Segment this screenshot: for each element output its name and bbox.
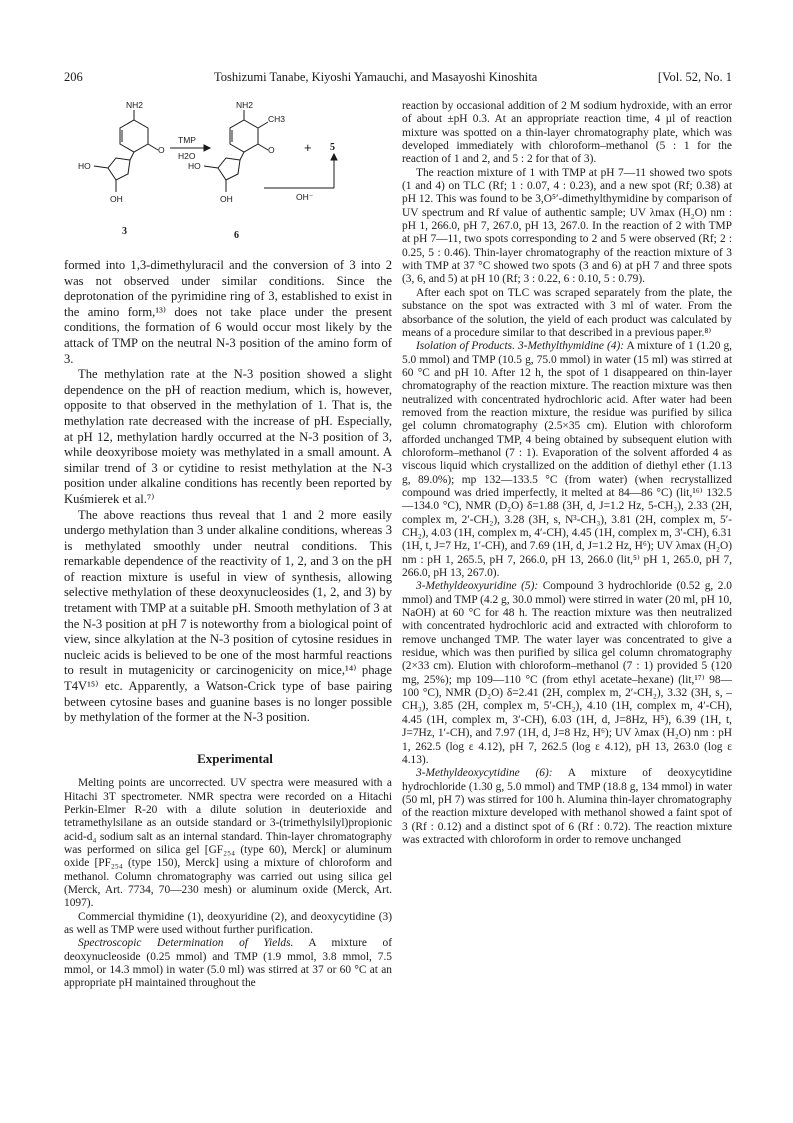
methyl-label: CH3: [268, 114, 286, 124]
compound-3-label: 3: [122, 226, 127, 237]
oxo-label-3: O: [158, 145, 165, 155]
paragraph: Melting points are uncorrected. UV spectra were measured with a Hitachi 3T spectrometer. NMR spectra were recorded on a Hitachi Perkin-Elmer R-20 with a dilute solution in deuterioxide and tetramethylsilane as an outside standard or 3-(trimethylsilyl)propionic acid-d₄ sodium salt as an internal standard. Thin-layer chromatography was performed on silica gel [GF₂₅₄ (type 60), Merck] or aluminum oxide [PF₂₅₄ (type 150), Merck] using a mixture of chloroform and methanol. Column chromatography was carried out using silica gel (Merck, Art. 7734, 70—230 mesh) or aluminum oxide (Merck, Art. 1097).: [64, 777, 392, 910]
running-header: [64, 70, 732, 88]
paragraph-body: A mixture of 1 (1.20 g, 5.0 mmol) and TMP (10.5 g, 75.0 mmol) in water (15 ml) was stirred at 60 °C and pH 10. After 12 h, the spot of 1 disappeared on thin-layer chromatography of the reaction mixture. The reaction mixture was then neutralized with concentrated hydrochloric acid. After water had been removed from the reaction mixture, the residue was purified by silica gel column chromatography (2.5×35 cm). Elution with chloroform afforded unchanged TMP, 4 being obtained by subsequent elution with chloroform–methanol (7 : 1). Evaporation of the solvent afforded 4 as viscous liquid which crystallized on the addition of diethyl ether (1.13 g, 89.0%); mp 132—133.5 °C (from water) (when recrystallized compound was dried imperfectly, it melted at 84—86 °C) (lit,¹⁶⁾ 132.5—134.0 °C), NMR (D₂O) δ=1.88 (3H, d, J=1.2 Hz, 5-CH₃), 2.33 (2H, complex m, 2′-CH₂), 3.28 (3H, s, N³-CH₃), 3.81 (2H, complex m, 5′-CH₂), 4.03 (1H, complex m, 4′-CH), 4.45 (1H, complex m, 3′-CH), 6.31 (1H, t, J=7 Hz, 1′-CH), and 7.69 (1H, d, J=1.2 Hz, H⁶); UV λmax (H₂O) nm : pH 1, 265.5, pH 7, 266.0, pH 13, 266.0 (lit,⁵⁾ pH 1, 265.0, pH 7, 266.0, pH 13, 267.0).: [402, 340, 732, 580]
section-heading-experimental: Experimental: [197, 750, 273, 766]
paragraph: The reaction mixture of 1 with TMP at pH 7—11 showed two spots (1 and 4) on TLC (Rf; 1 : 0.07, 4 : 0.23), and a new spot (Rf; 0.38) at pH 12. This was found to be 3,O⁵′-dimethylthymidine by comparison of UV spectrum and Rf value of authentic sample; UV λmax (H₂O) nm : pH 1, 266.0, pH 7, 267.0, pH 13, 267.0. In the reaction of 2 with TMP at pH 7—11, two spots corresponding to 2 and 5 were observed (Rf; 2 : 0.25, 5 : 0.46). Thin-layer chromatography of the reaction mixture of 3 with TMP at 37 °C showed two spots (3 and 6) at pH 7 and three spots (3, 6, and 5) at pH 10 (Rf; 3 : 0.22, 6 : 0.10, 5 : 0.79).: [402, 166, 732, 286]
compound-heading: 3-Methyldeoxyuridine (5):: [416, 580, 539, 593]
reaction-scheme: [64, 100, 394, 250]
header-volume: [Vol. 52, No. 1: [657, 70, 732, 84]
oxo-label-6: O: [268, 145, 275, 155]
paragraph: [402, 340, 732, 580]
subsection-title: Isolation of Products.: [416, 340, 515, 353]
amino-label-6: NH2: [236, 100, 254, 110]
paragraph: reaction by occasional addition of 2 M sodium hydroxide, with an error of about ±pH 0.3. At an appropriate reaction time, 4 µl of reaction mixture was spotted on a thin-layer chromatography plate, which was developed immediately with chloroform–methanol (5 : 1 for the reaction of 1 and 2, and 5 : 2 for that of 3).: [402, 100, 732, 166]
paragraph: Commercial thymidine (1), deoxyuridine (2), and deoxycytidine (3) as well as TMP were used without further purification.: [64, 910, 392, 936]
paragraph: The methylation rate at the N-3 position showed a slight dependence on the pH of reaction medium, which is, however, opposite to that observed in the methylation of 1. That is, the methylation rate decreased with the increase of pH. Especially, at pH 12, methylation hardly occurred at the N-3 position of 3, while deoxyribose moiety was methylated in a small amount. A similar trend of 3 or cytidine to resist methylation at the N-3 position under alkaline conditions has recently been reported by Kuśmierek et al.⁷⁾: [64, 367, 392, 506]
plus-sign: +: [304, 140, 312, 155]
left-column: [64, 258, 392, 991]
paragraph-body: A mixture of deoxycytidine hydrochloride (1.30 g, 5.0 mmol) and TMP (18.8 g, 134 mmol) in water (50 ml, pH 7) was stirred for 100 h. Alumina thin-layer chromatography of the reaction mixture developed with methanol showed a faint spot of 3 (Rf : 0.12) and a distinct spot of 6 (Rf : 0.72). The reaction mixture was extracted with chloroform in order to remove unchanged: [402, 767, 732, 846]
right-column: [402, 100, 732, 847]
hydroxyl-3-label-3: OH: [110, 194, 123, 204]
pyrimidine-ring-3: [120, 120, 148, 152]
pyrimidine-ring-6: [230, 120, 258, 152]
reagent-tmp: TMP: [178, 135, 196, 145]
product-5-label: 5: [330, 142, 335, 153]
amino-label-3: NH2: [126, 100, 144, 110]
compound-heading: 3-Methyldeoxycytidine (6):: [416, 767, 553, 780]
hydroxyl-5-label-3: HO: [78, 161, 91, 171]
sugar-ring-3: [108, 158, 130, 180]
header-authors: Toshizumi Tanabe, Kiyoshi Yamauchi, and Masayoshi Kinoshita: [214, 70, 538, 84]
paragraph: The above reactions thus reveal that 1 and 2 more easily undergo methylation than 3 under alkaline conditions, whereas 3 is methylated smoothly under neutral conditions. This remarkable dependence of the reactivity of 1, 2, and 3 on the pH of reaction mixture is useful in view of synthesis, allowing selective methylation of these deoxynucleosides (1, 2, and 3) by tretament with TMP at a suitable pH. Smooth methylation of 3 at the N-3 position at pH 7 is noteworthy from a biological point of view, since alkylation at the N-3 position of cytosine residues in nucleic acids is believed to be one of the most harmful reactions to result in mutagenicity or carcinogenicity on mice,¹⁴⁾ phage T4V¹⁵⁾ etc. Apparently, a Watson-Crick type of base pairing between cytosine bases and guanine bases is no longer possible by methylation of the former at the N-3 position.: [64, 507, 392, 725]
paragraph: After each spot on TLC was scraped separately from the plate, the substance on the spot was extracted with 3 ml of water. From the absorbance of the solution, the yield of each product was calculated by means of a procedure similar to that described in a previous paper.⁸⁾: [402, 286, 732, 339]
subsection-title: Spectroscopic Determination of Yields.: [78, 937, 294, 950]
hydroxyl-5-label-6: HO: [188, 161, 201, 171]
hydroxide-label: OH⁻: [296, 192, 314, 202]
paragraph-body: Compound 3 hydrochloride (0.52 g, 2.0 mmol) and TMP (4.2 g, 30.0 mmol) were stirred in water (20 ml, pH 10, NaOH) at 60 °C for 48 h. The reaction mixture was then neutralized with concentrated hydrochloric acid and extracted with chloroform to remove unchanged TMP. The water layer was concentrated to give a residue, which was then purified by silica gel column chromatography (2×33 cm). Elution with chloroform–methanol (7 : 1) provided 5 (120 mg, 25%); mp 109—110 °C (from ethyl acetate–hexane) (lit,¹⁷⁾ 98—100 °C), NMR (D₂O) δ=2.41 (2H, complex m, 2′-CH₂), 3.32 (3H, s, –CH₃), 3.85 (2H, complex m, 5′-CH₂), 4.10 (1H, complex m, 4′-CH), 4.45 (1H, complex m, 3′-CH), 6.03 (1H, d, J=8Hz, H⁵), 6.39 (1H, t, J=7Hz, 1′-CH), and 7.97 (1H, d, J=8 Hz, H⁶); UV λmax (H₂O) nm : pH 1, 262.5 (log ε 4.12), pH 7, 262.5 (log ε 4.12), pH 13, 263.0 (log ε 4.13).: [402, 580, 732, 766]
paragraph: [402, 767, 732, 847]
hydroxyl-3-label-6: OH: [220, 194, 233, 204]
paragraph: formed into 1,3-dimethyluracil and the conversion of 3 into 2 was not observed under similar conditions. Since the deprotonation of the pyrimidine ring of 3, established to exist in the amino form,¹³⁾ does not take place under the present conditions, the formation of 6 would occur most likely by the attack of TMP on the neutral N-3 position of the amino form of 3.: [64, 258, 392, 366]
page-number: 206: [64, 70, 83, 84]
paragraph: [402, 580, 732, 767]
paragraph-body: A mixture of deoxynucleoside (0.25 mmol) and TMP (1.9 mmol, 3.8 mmol, 7.5 mmol, or 14.3 mmol) in water (5.0 ml) was stirred at 37 or 60 °C at an appropriate pH maintained throughout the: [64, 937, 392, 990]
reagent-water: H2O: [178, 151, 196, 161]
paragraph: [64, 937, 392, 990]
compound-heading: 3-Methylthymidine (4):: [517, 340, 625, 353]
sugar-ring-6: [218, 158, 240, 180]
compound-6-label: 6: [234, 230, 239, 241]
